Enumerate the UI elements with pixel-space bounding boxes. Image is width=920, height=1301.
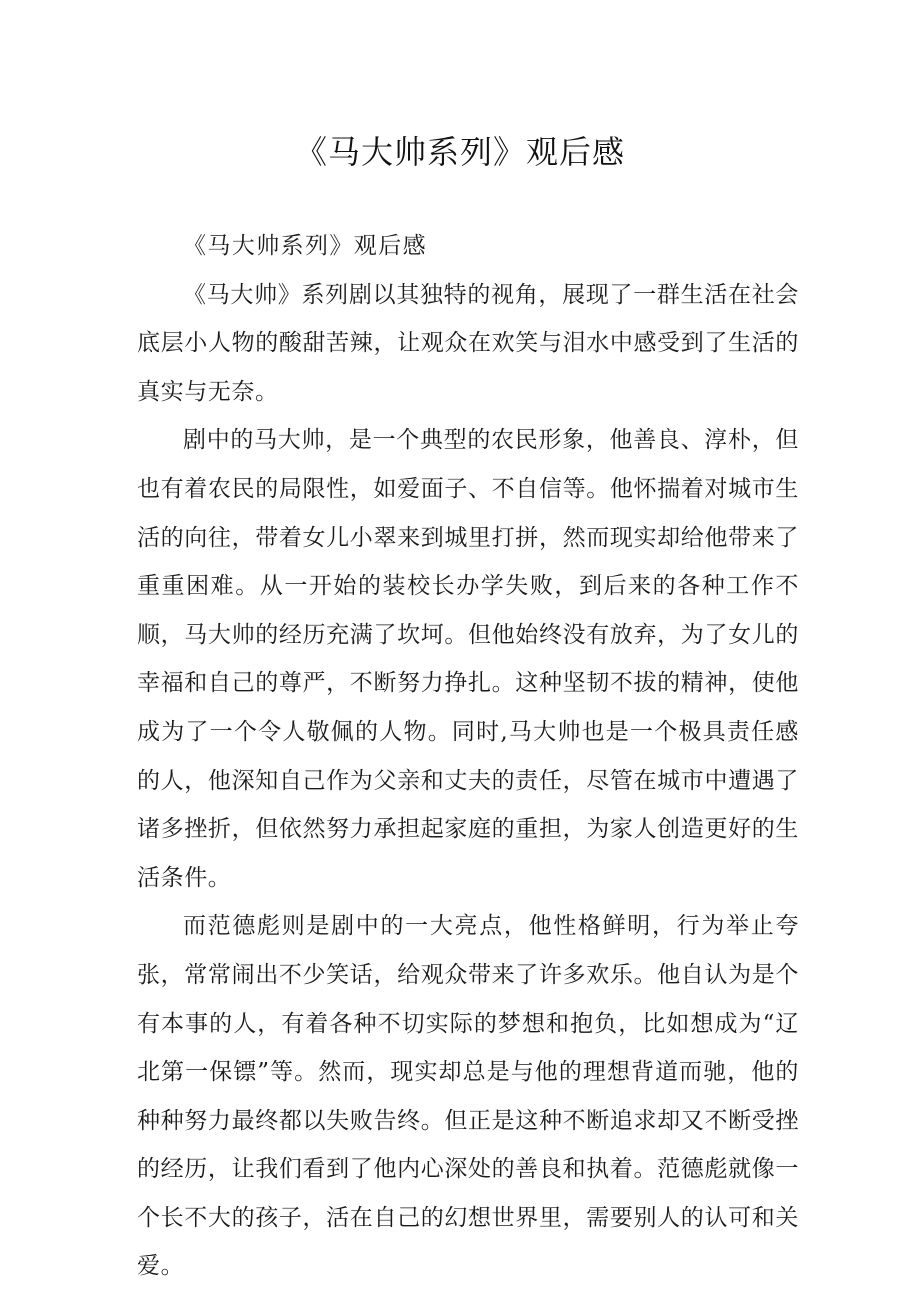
document-subtitle: 《马大帅系列》观后感 xyxy=(183,233,427,259)
paragraph-ma-dashuai: 剧中的马大帅，是一个典型的农民形象，他善良、淳朴，但也有着农民的局限性，如爱面子、不自信等。他怀揣着对城市生活的向往，带着女儿小翠来到城里打拼，然而现实却给他带来了重重困难。从一开始的装校长办学失败，到后来的各种工作不顺，马大帅的经历充满了坎坷。但他始终没有放弃，为了女儿的幸福和自己的尊严，不断努力挣扎。这种坚韧不拔的精神，使他成为了一个令人敬佩的人物。同时,马大帅也是一个极具责任感的人，他深知自己作为父亲和丈夫的责任，尽管在城市中遭遇了诸多挫折，但依然努力承担起家庭的重担，为家人创造更好的生活条件。 xyxy=(137,427,799,891)
document-body xyxy=(137,222,799,1291)
paragraph-intro: 《马大帅》系列剧以其独特的视角，展现了一群生活在社会底层小人物的酸甜苦辣，让观众在欢笑与泪水中感受到了生活的真实与无奈。 xyxy=(137,281,799,405)
document-title: 《马大帅系列》观后感 xyxy=(294,133,625,171)
paragraph-fan-debiao: 而范德彪则是剧中的一大亮点，他性格鲜明，行为举止夸张，常常闹出不少笑话，给观众带来了许多欢乐。他自认为是个有本事的人，有着各种不切实际的梦想和抱负，比如想成为“辽北第一保镖”等。然而，现实却总是与他的理想背道而驰，他的种种努力最终都以失败告终。但正是这种不断追求却又不断受挫的经历，让我们看到了他内心深处的善良和执着。范德彪就像一个长不大的孩子，活在自己的幻想世界里，需要别人的认可和关爱。 xyxy=(137,913,799,1280)
